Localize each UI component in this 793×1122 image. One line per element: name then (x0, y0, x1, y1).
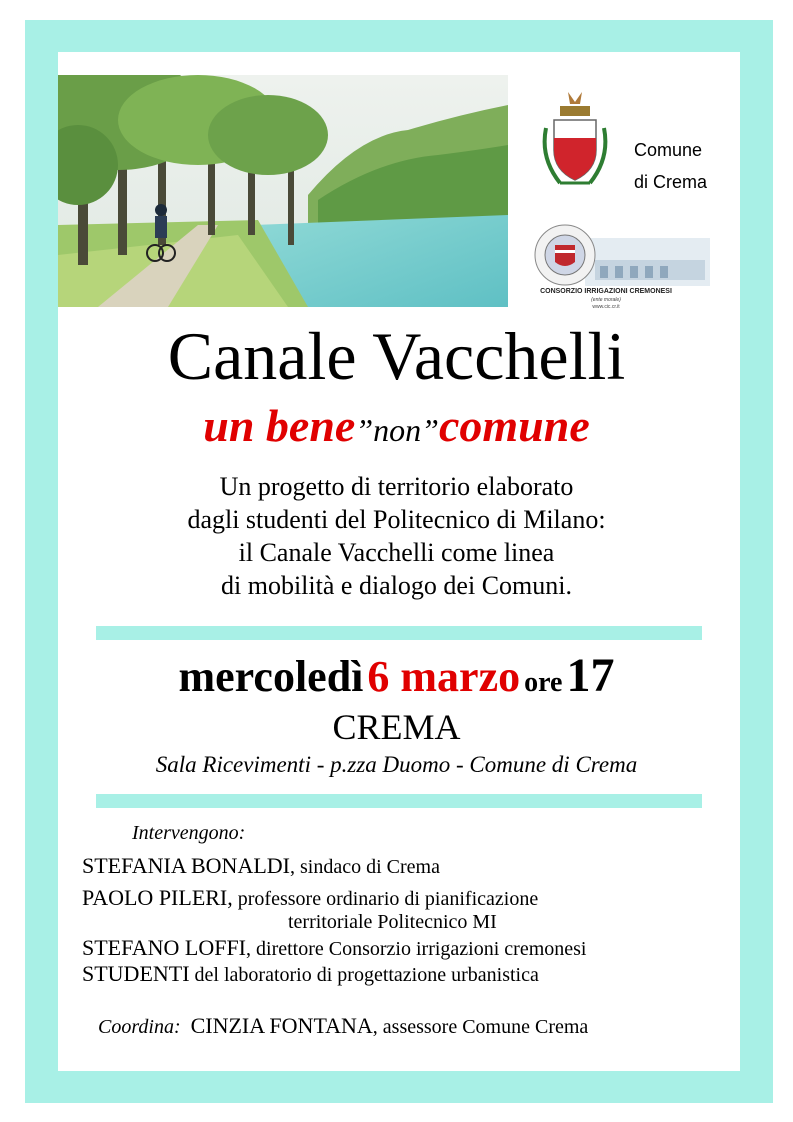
event-ore-label: ore (524, 667, 563, 698)
coordinator-role: , assessore Comune Crema (372, 1016, 589, 1038)
description-line: di mobilità e dialogo dei Comuni. (221, 571, 572, 600)
subtitle-part-2: ”non” (355, 412, 439, 448)
coordinator-label: Coordina: (98, 1016, 181, 1038)
consorzio-name: CONSORZIO IRRIGAZIONI CREMONESI (540, 288, 672, 295)
event-city: CREMA (332, 707, 461, 747)
subtitle-part-1: un bene (203, 400, 356, 451)
comune-line-1: Comune (634, 140, 703, 160)
subtitle-part-3: comune (438, 400, 590, 451)
speaker-name: STEFANO LOFFI (82, 935, 247, 960)
canal-photo (58, 75, 508, 307)
speakers-label: Intervengono: (132, 822, 246, 844)
speaker-item (82, 886, 538, 911)
event-subtitle (0, 398, 793, 465)
description-line: Un progetto di territorio elaborato (219, 472, 574, 501)
speaker-role-continued: territoriale Politecnico MI (288, 911, 497, 933)
coordinator-name: CINZIA FONTANA (190, 1013, 373, 1038)
event-description (0, 470, 793, 602)
consorzio-subtitle: (ente morale) (591, 297, 621, 303)
speaker-role: del laboratorio di progettazione urbanistica (189, 964, 539, 986)
description-line: il Canale Vacchelli come linea (238, 538, 555, 567)
divider-band-bottom (96, 794, 702, 808)
crema-coat-of-arms-icon (540, 88, 610, 208)
event-title: Canale Vacchelli (167, 318, 626, 394)
speaker-item (82, 962, 539, 987)
speaker-role: professore ordinario di pianificazione (232, 888, 539, 910)
speaker-name: PAOLO PILERI, (82, 885, 233, 910)
speaker-name: STUDENTI (82, 961, 190, 986)
speaker-role: , direttore Consorzio irrigazioni cremonesi (246, 938, 587, 960)
speaker-item (82, 854, 440, 879)
divider-band-top (96, 626, 702, 640)
speaker-name: STEFANIA BONALDI (82, 853, 290, 878)
event-venue: Sala Ricevimenti - p.zza Duomo - Comune di Crema (155, 752, 638, 777)
speaker-item (82, 936, 586, 961)
description-line: dagli studenti del Politecnico di Milano: (187, 505, 606, 534)
comune-line-2: di Crema (634, 172, 708, 192)
event-day-month: 6 marzo (367, 652, 521, 701)
event-weekday: mercoledì (178, 652, 364, 701)
event-hour: 17 (566, 649, 615, 702)
coordinator (98, 1014, 588, 1039)
consorzio-website: www.cic.cr.it (592, 304, 620, 310)
comune-di-crema-label (634, 134, 707, 198)
speaker-role: , sindaco di Crema (289, 856, 440, 878)
